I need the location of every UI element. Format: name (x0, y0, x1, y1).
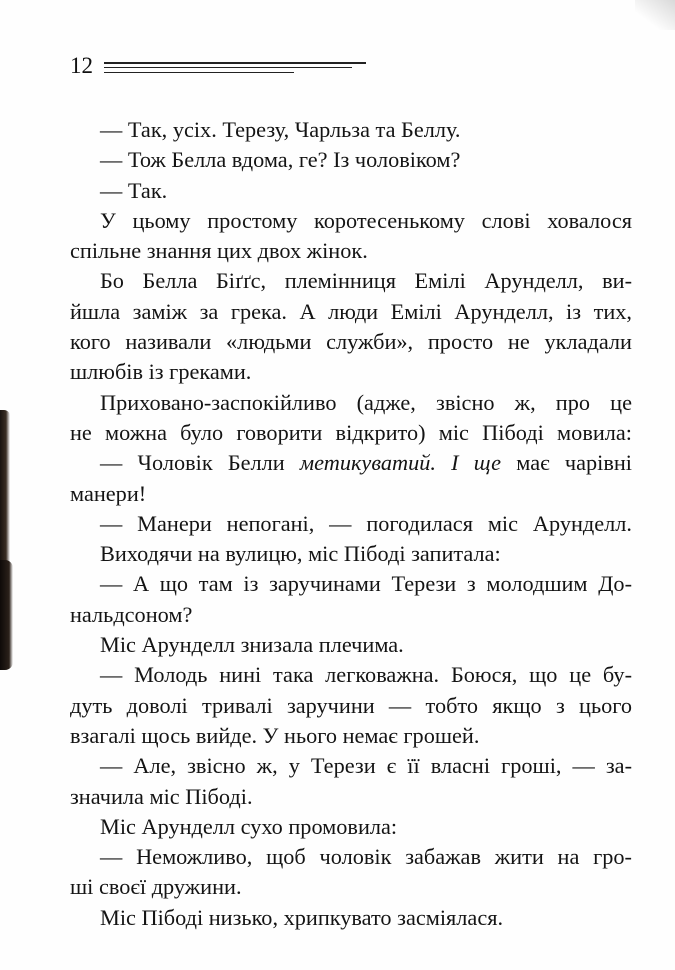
text-segment: має чарівні (501, 450, 632, 476)
text-line: — Молодь нині така легковажна. Боюся, що це бу- (100, 662, 632, 688)
text-line: дуть доволі тривалі заручини — тобто якщо з цього (70, 692, 632, 718)
text-line: — Манери непогані, — погодилася міс Арунделл. (100, 510, 632, 536)
italic-text-segment: метикуватий. (299, 450, 452, 476)
text-line: — Неможливо, щоб чоловік забажав жити на гро- (100, 844, 632, 870)
text-line: шлюбів із греками. (70, 359, 252, 385)
text-line-with-italics (70, 448, 632, 478)
text-line: спільне знання цих двох жінок. (70, 238, 368, 264)
text-line: — Так. (100, 177, 168, 203)
text-line: Міс Арунделл сухо промовила: (100, 813, 398, 839)
italic-text-segment: І ще (451, 450, 502, 476)
text-line: Виходячи на вулицю, міс Пібоді запитала: (100, 541, 501, 567)
text-line: Приховано-заспокійливо (адже, звісно ж, про це (100, 389, 632, 415)
text-line: — Але, звісно ж, у Терези є її власні гроші, — за- (100, 753, 632, 779)
text-line: кого називали «людьми служби», просто не укладали (70, 329, 632, 355)
text-line: манери! (70, 480, 147, 506)
text-line: — Так, усіх. Терезу, Чарльза та Беллу. (100, 117, 461, 142)
header-rule (104, 67, 352, 68)
header-rule (104, 62, 366, 64)
text-line: Бо Белла Біґґс, племінниця Емілі Арунделл, ви- (100, 268, 632, 294)
text-segment: — Чоловік Белли (100, 450, 300, 476)
page-header (70, 52, 390, 82)
text-line: — А що там із заручинами Терези з молодшим До- (100, 571, 632, 597)
corner-shade (635, 0, 675, 30)
page-number: 12 (70, 53, 93, 78)
text-line: взагалі щось вийде. У нього немає грошей. (70, 722, 480, 748)
text-line: не можна було говорити відкрито) міс Пібоді мовила: (70, 419, 632, 445)
text-line: Міс Пібоді низько, хрипкувато засміялася. (100, 904, 504, 930)
text-line: значила міс Пібоді. (70, 783, 253, 809)
text-line: У цьому простому коротесенькому слові ховалося (100, 207, 632, 233)
header-rule (104, 72, 294, 73)
text-line: нальдсоном? (70, 601, 193, 627)
text-line: ші своєї дружини. (70, 874, 242, 900)
page-edge-shadow-lower (0, 560, 13, 670)
text-line: йшла заміж за грека. А люди Емілі Арунделл, із тих, (70, 298, 632, 324)
text-line: Міс Арунделл знизала плечима. (100, 632, 404, 658)
text-line: — Тож Белла вдома, ге? Із чоловіком? (100, 147, 461, 173)
body-text (70, 115, 632, 933)
